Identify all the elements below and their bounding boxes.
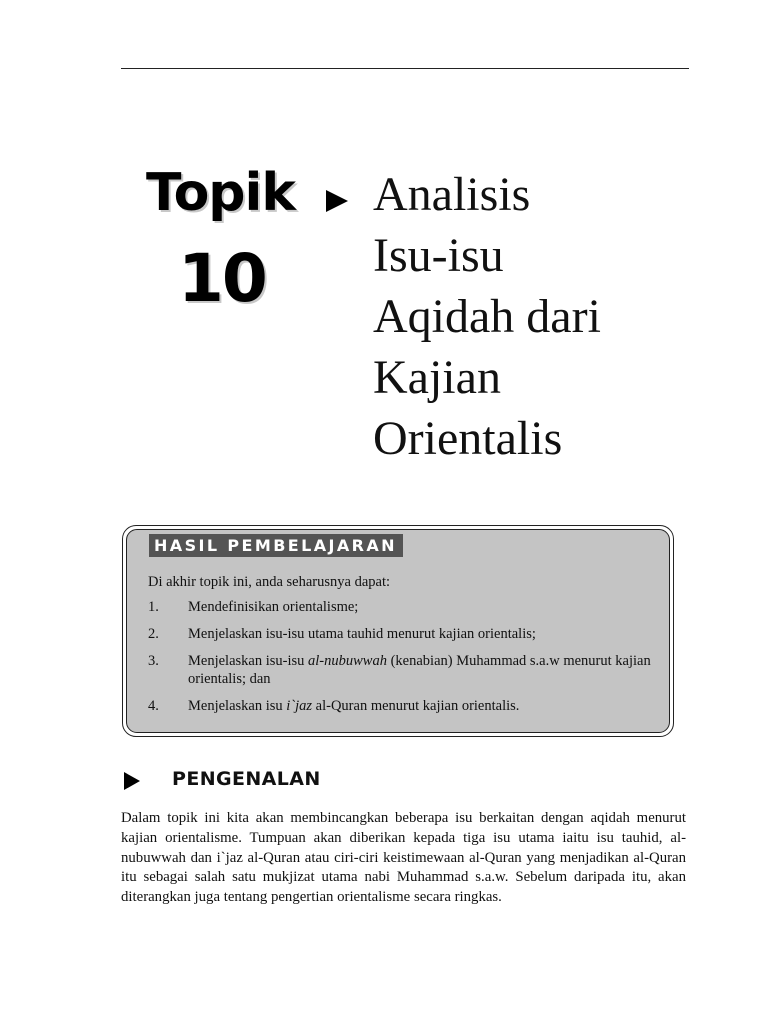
chapter-label: Topik [146,163,295,223]
outcome-text: Mendefinisikan orientalisme; [188,599,359,615]
learning-outcomes-panel [126,529,670,733]
chapter-title-line: Orientalis [373,412,563,465]
chapter-title [373,164,753,469]
outcome-number: 1. [148,599,159,615]
learning-outcomes-box [122,525,674,737]
outcome-item [148,653,658,688]
learning-outcomes-intro: Di akhir topik ini, anda seharusnya dapat: [148,574,391,590]
outcome-item [148,599,658,617]
learning-outcomes-label: HASIL PEMBELAJARAN [149,534,403,557]
outcome-number: 2. [148,626,159,642]
outcome-text: (kenabian) Muhammad s.a.w menurut kajian orientalis; dan [188,653,651,687]
intro-paragraph: Dalam topik ini kita akan membincangkan beberapa isu berkaitan dengan aqidah menurut kajian orientalisme. Tumpuan akan diberikan kepada tiga isu utama iaitu isu tauhid, al-nubuwwah dan i`jaz al-Quran atau ciri-ciri keistimewaan al-Quran yang menjadikan al-Quran itu sebagai salah satu mukjizat utama nabi Muhammad s.a.w. Sebelum daripada itu, akan diterangkan juga tentang pengertian orientalisme secara ringkas. [121,810,686,906]
outcome-text: Menjelaskan isu-isu [188,653,309,669]
outcome-text: Menjelaskan isu-isu utama tauhid menurut kajian orientalis; [188,626,536,642]
outcome-number: 3. [148,653,159,669]
outcome-italic-term: i`jaz [286,697,313,714]
chapter-title-line: Analisis [373,168,531,221]
chapter-title-line: Isu-isu [373,229,504,282]
chapter-title-line: Aqidah dari [373,290,601,343]
chapter-title-line: Kajian [373,351,501,404]
outcome-text: Menjelaskan isu [188,697,287,714]
outcome-italic-term: al-nubuwwah [308,653,387,669]
section-arrow-icon [124,772,140,790]
outcome-number: 4. [148,697,159,714]
play-arrow-icon [326,190,348,212]
outcome-item [148,626,658,644]
header-rule [121,68,689,69]
outcome-text: al-Quran menurut kajian orientalis. [312,697,520,714]
learning-outcomes-list [148,599,658,725]
chapter-number: 10 [178,240,266,317]
section-heading: PENGENALAN [172,768,321,790]
outcome-item [148,698,658,716]
